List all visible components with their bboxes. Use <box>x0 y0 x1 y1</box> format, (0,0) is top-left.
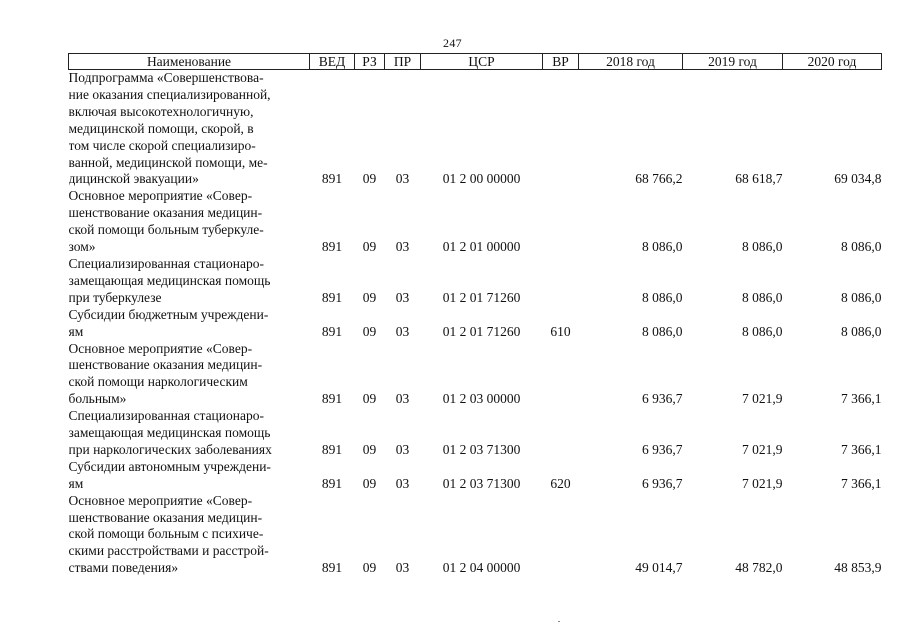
table-row <box>69 256 882 307</box>
cell-2018: 6 936,7 <box>642 391 683 407</box>
row-name-line: включая высокотехнологичную, <box>68 103 254 119</box>
cell-csr: 01 2 04 00000 <box>442 560 521 576</box>
table-row <box>69 188 882 256</box>
cell-2020: 8 086,0 <box>841 239 882 255</box>
cell-2019: 8 086,0 <box>742 239 783 255</box>
cell-csr: 01 2 01 00000 <box>442 239 521 255</box>
cell-ved: 891 <box>321 560 343 576</box>
table-row <box>69 408 882 459</box>
cell-2018: 68 766,2 <box>635 171 683 187</box>
cell-rz: 09 <box>362 323 377 339</box>
cell-pr: 03 <box>395 391 410 407</box>
row-name-line: Специализированная стационаро- <box>68 408 264 424</box>
cell-pr: 03 <box>395 171 410 187</box>
row-name <box>69 459 310 493</box>
table-row <box>69 341 882 409</box>
row-name-line: ской помощи больным туберкуле- <box>68 222 264 238</box>
cell-rz: 09 <box>362 475 377 491</box>
cell-pr: 03 <box>395 289 410 305</box>
row-name-line: Основное мероприятие «Совер- <box>68 188 253 204</box>
row-name-line: шенствование оказания медицин- <box>68 205 263 221</box>
header-csr: ЦСР <box>421 54 543 70</box>
row-name <box>69 188 310 256</box>
row-name <box>69 341 310 409</box>
cell-ved: 891 <box>321 441 343 457</box>
cell-2020: 7 366,1 <box>841 391 882 407</box>
cell-2019: 8 086,0 <box>742 289 783 305</box>
row-name-line: замещающая медицинская помощь <box>68 425 271 441</box>
cell-vr <box>543 256 579 307</box>
cell-csr: 01 2 03 71300 <box>442 441 521 457</box>
header-pr: ПР <box>385 54 421 70</box>
header-2018: 2018 год <box>579 54 683 70</box>
row-name-line: Специализированная стационаро- <box>68 255 264 271</box>
scan-speck <box>558 621 560 622</box>
cell-2020: 7 366,1 <box>841 475 882 491</box>
cell-vr <box>543 493 579 578</box>
cell-vr: 610 <box>550 323 571 339</box>
row-name-line: том числе скорой специализиро- <box>68 137 256 153</box>
row-name-line: Основное мероприятие «Совер- <box>68 492 253 508</box>
cell-ved: 891 <box>321 171 343 187</box>
cell-vr <box>543 70 579 189</box>
row-name <box>69 70 310 189</box>
row-name-line: ние оказания специализированной, <box>68 86 271 102</box>
header-rz: РЗ <box>355 54 385 70</box>
cell-vr <box>543 188 579 256</box>
row-name-line: ской помощи больным с психиче- <box>68 526 264 542</box>
cell-2019: 7 021,9 <box>742 441 783 457</box>
cell-2019: 7 021,9 <box>742 475 783 491</box>
cell-rz: 09 <box>362 289 377 305</box>
row-name-line: ванной, медицинской помощи, ме- <box>68 154 268 170</box>
table-row <box>69 70 882 189</box>
row-name-line: скими расстройствами и расстрой- <box>68 543 269 559</box>
row-name-line: ской помощи наркологическим <box>68 374 248 390</box>
row-name-line: медицинской помощи, скорой, в <box>68 120 254 136</box>
row-name <box>69 493 310 578</box>
table-row <box>69 459 882 493</box>
cell-rz: 09 <box>362 239 377 255</box>
row-name-line: больным» <box>68 391 127 407</box>
row-name-line: ям <box>68 475 84 491</box>
cell-ved: 891 <box>321 239 343 255</box>
cell-vr <box>543 341 579 409</box>
cell-vr: 620 <box>550 475 571 491</box>
cell-pr: 03 <box>395 560 410 576</box>
row-name-line: замещающая медицинская помощь <box>68 272 271 288</box>
cell-rz: 09 <box>362 171 377 187</box>
page-number: 247 <box>443 36 462 50</box>
row-name-line: ям <box>68 323 84 339</box>
cell-csr: 01 2 03 00000 <box>442 391 521 407</box>
row-name-line: при туберкулезе <box>68 289 162 305</box>
row-name-line: Субсидии автономным учреждени- <box>68 458 271 474</box>
cell-rz: 09 <box>362 560 377 576</box>
row-name-line: зом» <box>68 239 96 255</box>
table-row <box>69 493 882 578</box>
cell-2019: 68 618,7 <box>735 171 783 187</box>
cell-vr <box>543 408 579 459</box>
cell-ved: 891 <box>321 323 343 339</box>
row-name-line: Основное мероприятие «Совер- <box>68 340 253 356</box>
row-name <box>69 307 310 341</box>
header-ved: ВЕД <box>310 54 355 70</box>
cell-2018: 8 086,0 <box>642 239 683 255</box>
table-header-row <box>69 54 882 70</box>
cell-2019: 48 782,0 <box>735 560 783 576</box>
cell-rz: 09 <box>362 391 377 407</box>
header-vr: ВР <box>543 54 579 70</box>
row-name-line: при наркологических заболеваниях <box>68 441 272 457</box>
cell-2020: 48 853,9 <box>834 560 882 576</box>
row-name-line: Подпрограмма «Совершенствова- <box>68 70 264 85</box>
cell-2018: 6 936,7 <box>642 475 683 491</box>
row-name-line: дицинской эвакуации» <box>68 171 199 187</box>
row-name-line: ствами поведения» <box>68 560 179 576</box>
cell-pr: 03 <box>395 475 410 491</box>
cell-2019: 7 021,9 <box>742 391 783 407</box>
cell-pr: 03 <box>395 323 410 339</box>
cell-pr: 03 <box>395 441 410 457</box>
cell-2018: 8 086,0 <box>642 323 683 339</box>
header-name: Наименование <box>69 54 310 70</box>
cell-csr: 01 2 01 71260 <box>442 289 521 305</box>
cell-csr: 01 2 00 00000 <box>442 171 521 187</box>
cell-2020: 8 086,0 <box>841 323 882 339</box>
cell-pr: 03 <box>395 239 410 255</box>
cell-ved: 891 <box>321 475 343 491</box>
row-name-line: шенствование оказания медицин- <box>68 509 263 525</box>
row-name <box>69 256 310 307</box>
cell-2020: 8 086,0 <box>841 289 882 305</box>
cell-2018: 49 014,7 <box>635 560 683 576</box>
cell-2018: 8 086,0 <box>642 289 683 305</box>
cell-2020: 7 366,1 <box>841 441 882 457</box>
budget-table <box>68 53 882 577</box>
cell-rz: 09 <box>362 441 377 457</box>
table-body <box>69 70 882 578</box>
header-2020: 2020 год <box>783 54 882 70</box>
cell-2019: 8 086,0 <box>742 323 783 339</box>
row-name-line: шенствование оказания медицин- <box>68 357 263 373</box>
row-name-line: Субсидии бюджетным учреждени- <box>68 306 269 322</box>
table-row <box>69 307 882 341</box>
cell-csr: 01 2 03 71300 <box>442 475 521 491</box>
cell-ved: 891 <box>321 391 343 407</box>
cell-2018: 6 936,7 <box>642 441 683 457</box>
cell-csr: 01 2 01 71260 <box>442 323 521 339</box>
header-2019: 2019 год <box>683 54 783 70</box>
cell-ved: 891 <box>321 289 343 305</box>
row-name <box>69 408 310 459</box>
cell-2020: 69 034,8 <box>834 171 882 187</box>
